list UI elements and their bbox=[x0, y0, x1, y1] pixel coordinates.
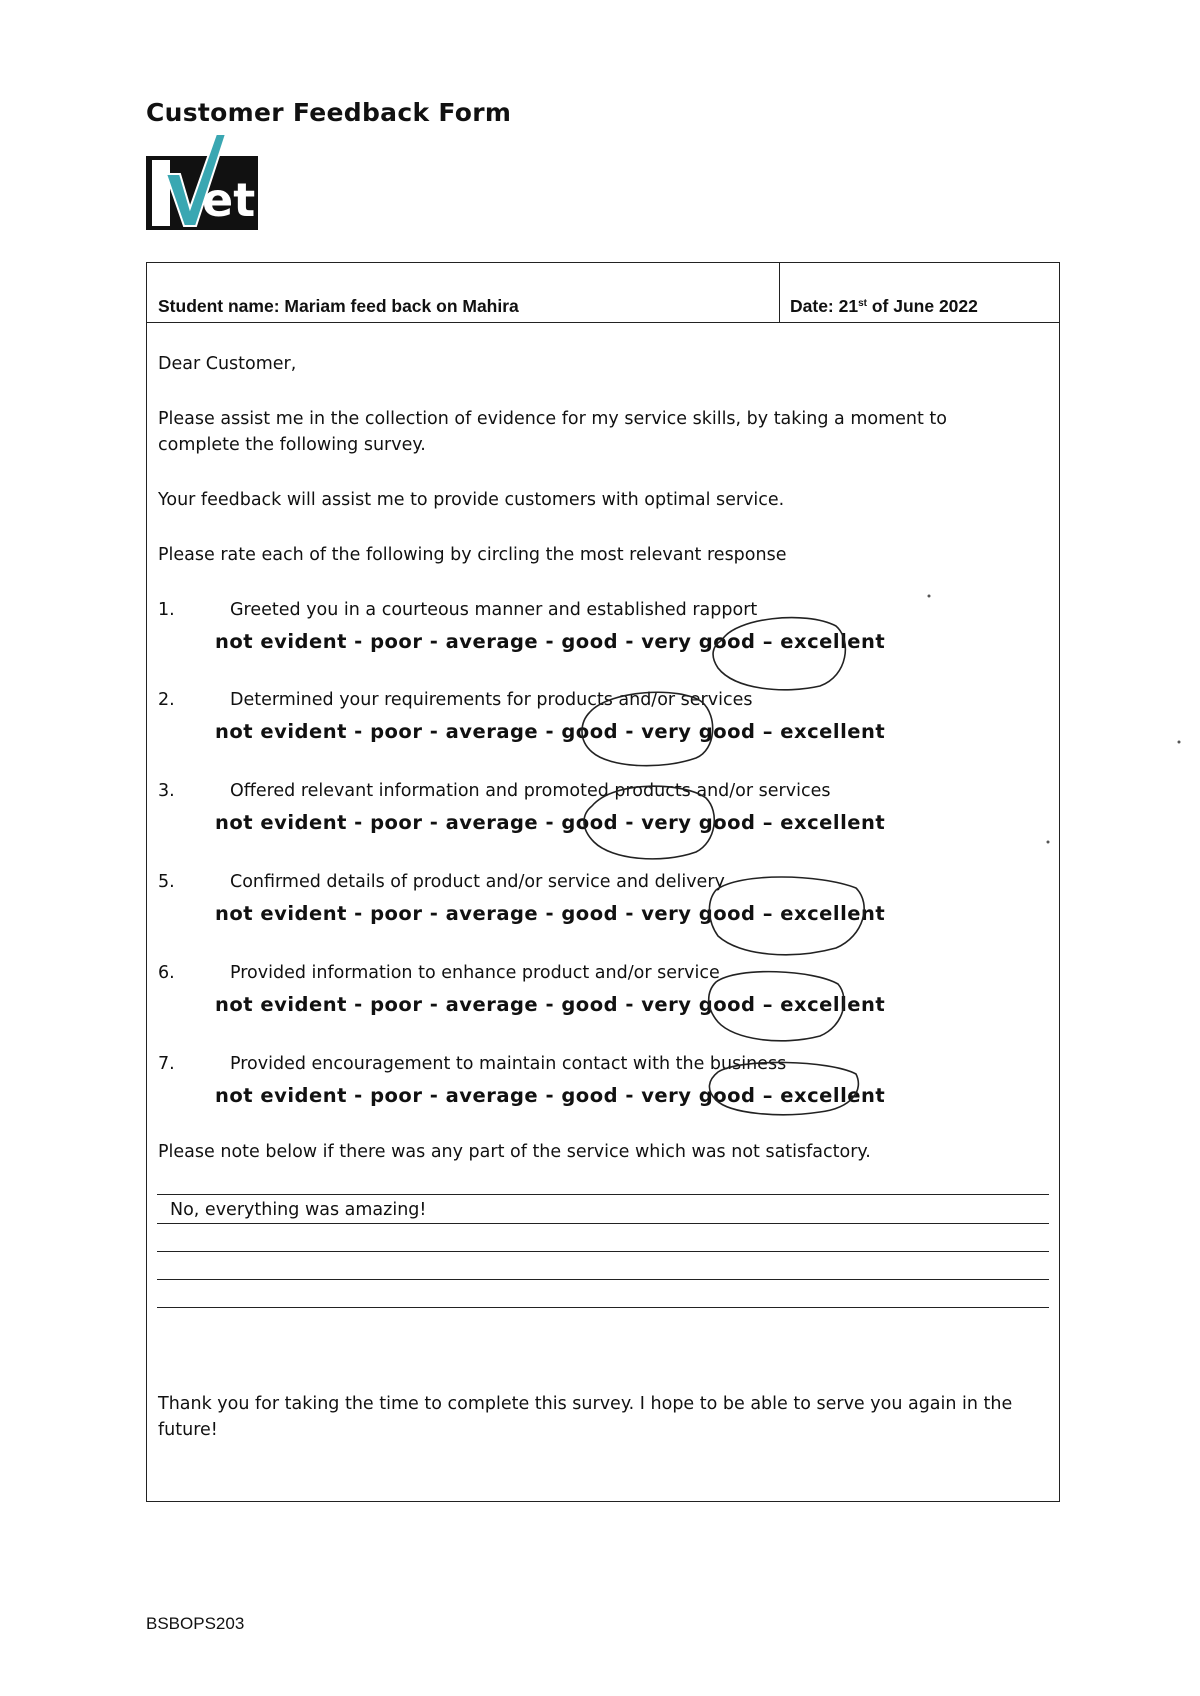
question-number: 1. bbox=[158, 600, 175, 620]
question-number: 3. bbox=[158, 781, 175, 801]
svg-text:et: et bbox=[202, 173, 256, 227]
rating-scale: not evident - poor - average - good - very good – excellent bbox=[215, 1084, 886, 1107]
greeting: Dear Customer, bbox=[158, 354, 297, 374]
header-divider-line bbox=[146, 322, 1060, 323]
rating-scale: not evident - poor - average - good - very good – excellent bbox=[215, 811, 886, 834]
thanks-line-1: Thank you for taking the time to complete this survey. I hope to be able to serve you again in the bbox=[158, 1394, 1013, 1414]
rate-instruction: Please rate each of the following by circling the most relevant response bbox=[158, 545, 787, 565]
question-number: 7. bbox=[158, 1054, 175, 1074]
rating-scale: not evident - poor - average - good - very good – excellent bbox=[215, 630, 886, 653]
header-column-divider bbox=[779, 262, 780, 322]
thanks-line-2: future! bbox=[158, 1420, 218, 1440]
question-number: 6. bbox=[158, 963, 175, 983]
intro-line-1: Please assist me in the collection of evidence for my service skills, by taking a moment to bbox=[158, 409, 947, 429]
footer-code: BSBOPS203 bbox=[146, 1614, 245, 1633]
intro-line-2: complete the following survey. bbox=[158, 435, 426, 455]
comment-text: No, everything was amazing! bbox=[170, 1200, 427, 1220]
question-text: Confirmed details of product and/or service and delivery bbox=[230, 872, 725, 892]
comment-rule bbox=[157, 1307, 1049, 1308]
student-name: Student name: Mariam feed back on Mahira bbox=[158, 296, 519, 316]
question-number: 5. bbox=[158, 872, 175, 892]
question-text: Offered relevant information and promoted products and/or services bbox=[230, 781, 831, 801]
rating-scale: not evident - poor - average - good - very good – excellent bbox=[215, 902, 886, 925]
rating-scale: not evident - poor - average - good - very good – excellent bbox=[215, 993, 886, 1016]
ivet-logo bbox=[146, 134, 258, 234]
stray-mark bbox=[1178, 741, 1181, 744]
comment-rule bbox=[157, 1194, 1049, 1195]
rating-scale: not evident - poor - average - good - very good – excellent bbox=[215, 720, 886, 743]
date-prefix: Date: 21 bbox=[790, 296, 859, 316]
question-number: 2. bbox=[158, 690, 175, 710]
question-text: Provided information to enhance product and/or service bbox=[230, 963, 720, 983]
date-suffix: of June 2022 bbox=[867, 296, 978, 316]
date-field bbox=[790, 296, 978, 317]
comment-rule bbox=[157, 1223, 1049, 1224]
date-superscript: st bbox=[858, 298, 867, 309]
question-text: Determined your requirements for products and/or services bbox=[230, 690, 753, 710]
comment-rule bbox=[157, 1279, 1049, 1280]
question-text: Greeted you in a courteous manner and established rapport bbox=[230, 600, 758, 620]
feedback-line: Your feedback will assist me to provide customers with optimal service. bbox=[158, 490, 785, 510]
comment-rule bbox=[157, 1251, 1049, 1252]
form-title: Customer Feedback Form bbox=[146, 98, 512, 127]
question-text: Provided encouragement to maintain contact with the business bbox=[230, 1054, 787, 1074]
comments-prompt: Please note below if there was any part of the service which was not satisfactory. bbox=[158, 1142, 871, 1162]
